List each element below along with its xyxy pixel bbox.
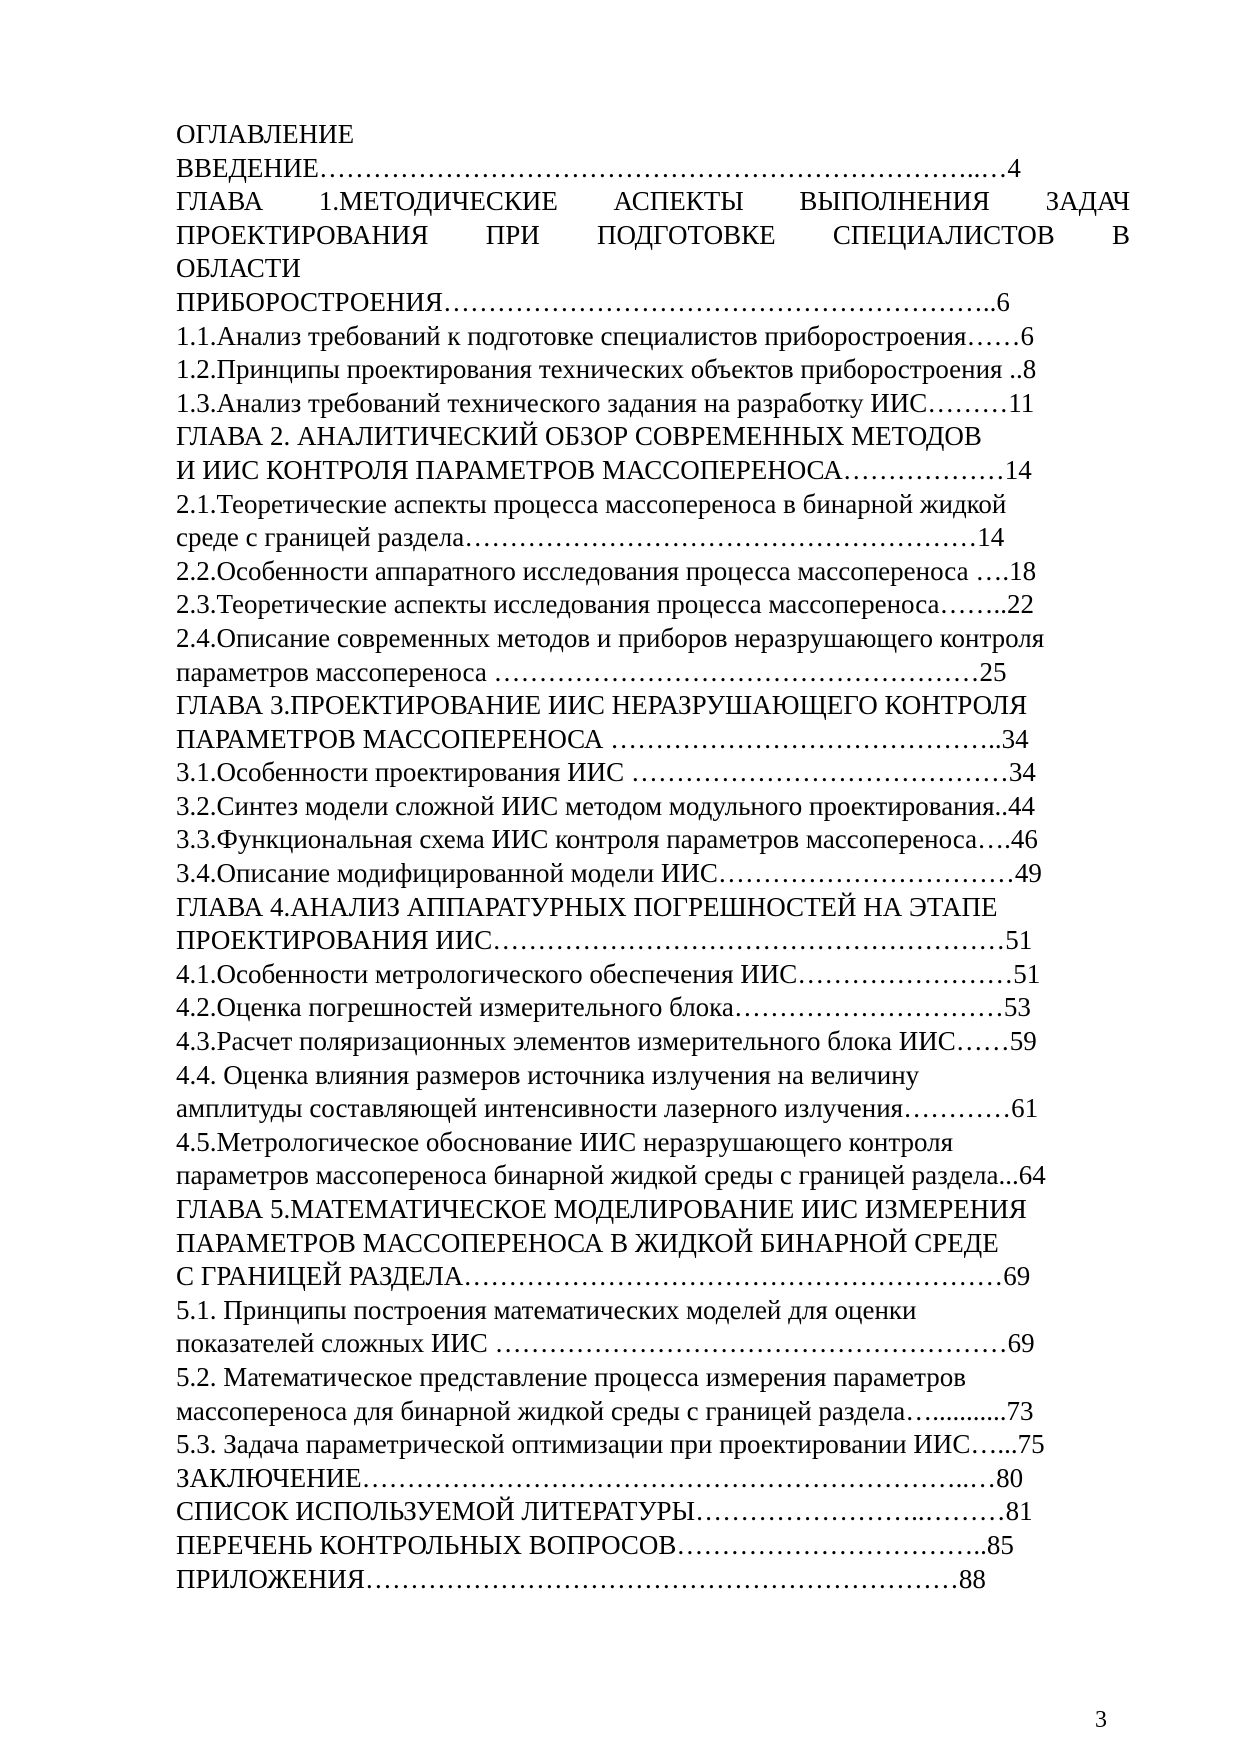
toc-chapter-5-line-3: С ГРАНИЦЕЙ РАЗДЕЛА……………………………………………………69 <box>176 1261 1031 1292</box>
toc-entry-1-1: 1.1.Анализ требований к подготовке специалистов приборостроения……6 <box>176 320 1034 351</box>
toc-entry-2-4-line-2: параметров массопереноса ………………………………………………25 <box>176 656 1007 687</box>
toc-chapter-2-line-2: И ИИС КОНТРОЛЯ ПАРАМЕТРОВ МАССОПЕРЕНОСА………………14 <box>176 454 1032 485</box>
toc-entry-3-1: 3.1.Особенности проектирования ИИС ……………………………………34 <box>176 757 1036 788</box>
toc-entry-5-2-line-1: 5.2. Математическое представление процесса измерения параметров <box>176 1361 966 1392</box>
toc-entry-1-2: 1.2.Принципы проектирования технических объектов приборостроения ..8 <box>176 354 1037 385</box>
toc-entry-2-1-line-2: среде с границей раздела…………………………………………………14 <box>176 522 1005 553</box>
toc-chapter-2-line-1: ГЛАВА 2. АНАЛИТИЧЕСКИЙ ОБЗОР СОВРЕМЕННЫХ МЕТОДОВ <box>176 421 982 452</box>
toc-chapter-1-line-3: ОБЛАСТИ <box>176 253 301 284</box>
toc-chapter-3-line-2: ПАРАМЕТРОВ МАССОПЕРЕНОСА ……………………………………..34 <box>176 723 1029 754</box>
toc-chapter-5-line-1: ГЛАВА 5.МАТЕМАТИЧЕСКОЕ МОДЕЛИРОВАНИЕ ИИС ИЗМЕРЕНИЯ <box>176 1194 1027 1224</box>
toc-entry-3-3: 3.3.Функциональная схема ИИС контроля параметров массопереноса….46 <box>176 824 1038 855</box>
toc-entry-4-5-line-1: 4.5.Метрологическое обоснование ИИС неразрушающего контроля <box>176 1126 954 1157</box>
toc-entry-control-questions: ПЕРЕЧЕНЬ КОНТРОЛЬНЫХ ВОПРОСОВ……………………………..85 <box>176 1529 1014 1560</box>
toc-entry-introduction: ВВЕДЕНИЕ………………………………………………………………..…4 <box>176 152 1021 183</box>
toc-entry-4-2: 4.2.Оценка погрешностей измерительного блока…………………………53 <box>176 992 1031 1023</box>
toc-chapter-4-line-2: ПРОЕКТИРОВАНИЯ ИИС…………………………………………………51 <box>176 925 1033 956</box>
toc-entry-2-3: 2.3.Теоретические аспекты исследования процесса массопереноса……..22 <box>176 589 1035 620</box>
table-of-contents <box>176 118 1176 1596</box>
toc-entry-5-1-line-2: показателей сложных ИИС …………………………………………………69 <box>176 1328 1035 1359</box>
toc-entry-appendices: ПРИЛОЖЕНИЯ…………………………………………………………88 <box>176 1563 986 1594</box>
toc-entry-2-1-line-1: 2.1.Теоретические аспекты процесса массопереноса в бинарной жидкой <box>176 488 1007 519</box>
page-number: 3 <box>1095 1707 1107 1733</box>
toc-chapter-1-line-2: ПРОЕКТИРОВАНИЯ ПРИ ПОДГОТОВКЕ СПЕЦИАЛИСТОВ В <box>176 219 1130 250</box>
toc-chapter-1-line-4: ПРИБОРОСТРОЕНИЯ……………………………………………………..6 <box>176 286 1010 317</box>
toc-entry-4-3: 4.3.Расчет поляризационных элементов измерительного блока ИИС……59 <box>176 1026 1037 1057</box>
toc-entry-3-2: 3.2.Синтез модели сложной ИИС методом модульного проектирования..44 <box>176 790 1035 821</box>
toc-chapter-3-line-1: ГЛАВА 3.ПРОЕКТИРОВАНИЕ ИИС НЕРАЗРУШАЮЩЕГО КОНТРОЛЯ <box>176 690 1028 721</box>
toc-entry-conclusion: ЗАКЛЮЧЕНИЕ…………………………………………………………..…80 <box>176 1462 1024 1493</box>
toc-heading: ОГЛАВЛЕНИЕ <box>176 119 355 149</box>
toc-entry-2-2: 2.2.Особенности аппаратного исследования процесса массопереноса ….18 <box>176 555 1037 586</box>
toc-entry-5-3: 5.3. Задача параметрической оптимизации при проектировании ИИС…...75 <box>176 1429 1045 1460</box>
toc-entry-references: СПИСОК ИСПОЛЬЗУЕМОЙ ЛИТЕРАТУРЫ……………………..………81 <box>176 1496 1033 1527</box>
toc-entry-1-3: 1.3.Анализ требований технического задания на разработку ИИС………11 <box>176 387 1035 418</box>
toc-chapter-5-line-2: ПАРАМЕТРОВ МАССОПЕРЕНОСА В ЖИДКОЙ БИНАРНОЙ СРЕДЕ <box>176 1227 999 1258</box>
toc-entry-5-1-line-1: 5.1. Принципы построения математических моделей для оценки <box>176 1294 917 1325</box>
toc-entry-4-4-line-2: амплитуды составляющей интенсивности лазерного излучения…………61 <box>176 1093 1039 1124</box>
toc-entry-2-4-line-1: 2.4.Описание современных методов и приборов неразрушающего контроля <box>176 622 1045 653</box>
toc-entry-3-4: 3.4.Описание модифицированной модели ИИС……………………………49 <box>176 858 1042 889</box>
toc-chapter-4-line-1: ГЛАВА 4.АНАЛИЗ АППАРАТУРНЫХ ПОГРЕШНОСТЕЙ НА ЭТАПЕ <box>176 891 998 922</box>
toc-entry-5-2-line-2: массопереноса для бинарной жидкой среды с границей раздела…...........73 <box>176 1395 1034 1426</box>
toc-entry-4-4-line-1: 4.4. Оценка влияния размеров источника излучения на величину <box>176 1059 920 1090</box>
toc-entry-4-1: 4.1.Особенности метрологического обеспечения ИИС……………………51 <box>176 958 1041 989</box>
toc-entry-4-5-line-2: параметров массопереноса бинарной жидкой среды с границей раздела...64 <box>176 1160 1046 1191</box>
toc-chapter-1-line-1: ГЛАВА 1.МЕТОДИЧЕСКИЕ АСПЕКТЫ ВЫПОЛНЕНИЯ ЗАДАЧ <box>176 186 1130 217</box>
